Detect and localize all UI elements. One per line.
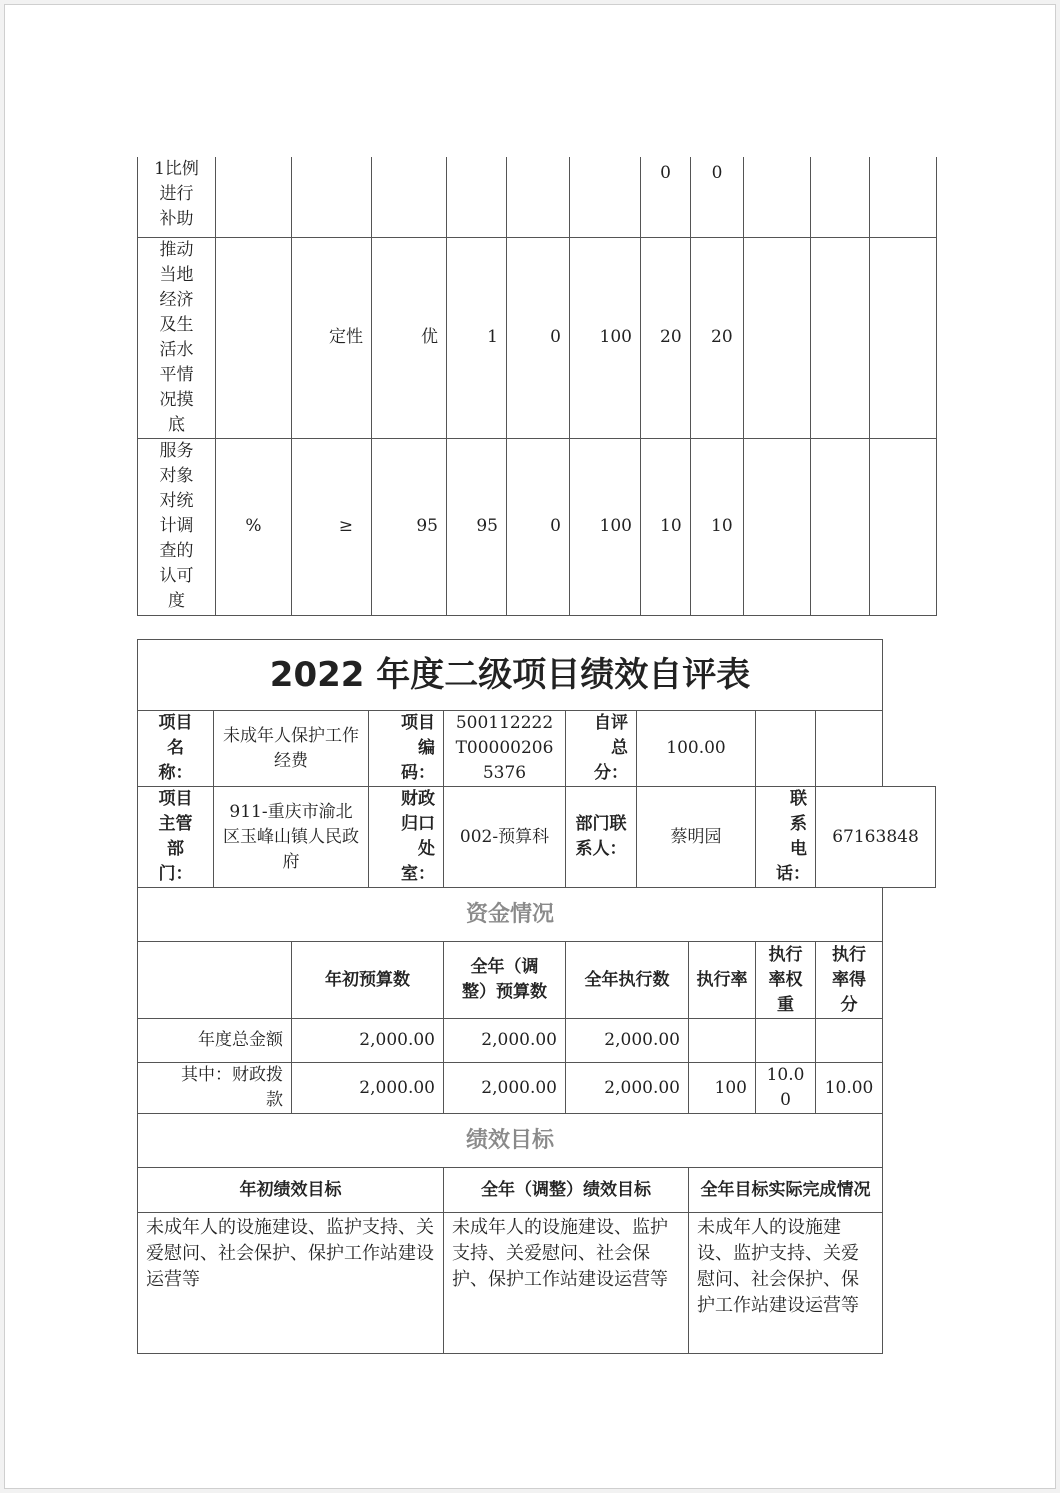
deviation-cell: 0 — [507, 237, 570, 438]
funds-row — [138, 1063, 936, 1114]
funds-header-row — [138, 942, 936, 1019]
goals-row — [138, 1213, 936, 1354]
project-code-value: 500112222T000002065376 — [444, 711, 566, 787]
target-cell: 95 — [372, 438, 447, 615]
score-cell: 0 — [691, 157, 744, 237]
rate-cell: 100 — [570, 438, 641, 615]
weight-cell: 20 — [641, 237, 691, 438]
page-title: 2022 年度二级项目绩效自评表 — [138, 640, 883, 711]
goals-section-title: 绩效目标 — [138, 1114, 883, 1168]
empty-cell — [138, 942, 292, 1019]
initial-goal-text: 未成年人的设施建设、监护支持、关爱慰问、社会保护、保护工作站建设运营等 — [138, 1213, 444, 1354]
dept-label: 项目主管部门： — [138, 787, 214, 888]
symbol-cell: 定性 — [292, 237, 372, 438]
actual-cell: 95 — [447, 438, 507, 615]
actual-cell: 1 — [447, 237, 507, 438]
empty-cell — [811, 438, 870, 615]
unit-cell — [216, 157, 292, 237]
weight-cell: 0 — [641, 157, 691, 237]
phone-value: 67163848 — [816, 787, 936, 888]
goals-header-row — [138, 1168, 936, 1213]
empty-cell — [816, 711, 883, 787]
empty-cell — [870, 157, 937, 237]
actual-completion-text: 未成年人的设施建设、监护支持、关爱慰问、社会保护、保护工作站建设运营等 — [689, 1213, 883, 1354]
weight-value — [756, 1019, 816, 1063]
project-name-label: 项目名称： — [138, 711, 214, 787]
executed-value: 2,000.00 — [566, 1019, 689, 1063]
row-label: 其中：财政拨款 — [138, 1063, 292, 1114]
score-cell: 20 — [691, 237, 744, 438]
table-row — [138, 237, 937, 438]
section-row — [138, 888, 936, 942]
info-row — [138, 711, 936, 787]
empty-cell — [870, 438, 937, 615]
title-row — [138, 640, 936, 711]
indicator-table-continued — [137, 157, 937, 616]
funds-row — [138, 1019, 936, 1063]
phone-label: 联系电话： — [756, 787, 816, 888]
score-value: 10.00 — [816, 1063, 883, 1114]
deviation-cell — [507, 157, 570, 237]
initial-value: 2,000.00 — [292, 1019, 444, 1063]
adjusted-value: 2,000.00 — [444, 1063, 566, 1114]
adjusted-goal-text: 未成年人的设施建设、监护支持、关爱慰问、社会保护、保护工作站建设运营等 — [444, 1213, 689, 1354]
row-label: 年度总金额 — [138, 1019, 292, 1063]
finance-label: 财政归口处室： — [369, 787, 444, 888]
header-initial-budget: 年初预算数 — [292, 942, 444, 1019]
adjusted-value: 2,000.00 — [444, 1019, 566, 1063]
header-adjusted-budget: 全年（调整）预算数 — [444, 942, 566, 1019]
header-score: 执行率得分 — [816, 942, 883, 1019]
symbol-cell — [292, 157, 372, 237]
executed-value: 2,000.00 — [566, 1063, 689, 1114]
header-weight: 执行率权重 — [756, 942, 816, 1019]
target-cell — [372, 157, 447, 237]
empty-cell — [811, 237, 870, 438]
funds-section-title: 资金情况 — [138, 888, 883, 942]
rate-cell: 100 — [570, 237, 641, 438]
info-row — [138, 787, 936, 888]
symbol-cell: ≥ — [292, 438, 372, 615]
header-executed: 全年执行数 — [566, 942, 689, 1019]
project-name-value: 未成年人保护工作经费 — [214, 711, 369, 787]
empty-cell — [756, 711, 816, 787]
rate-value: 100 — [689, 1063, 756, 1114]
contact-value: 蔡明园 — [637, 787, 756, 888]
deviation-cell: 0 — [507, 438, 570, 615]
indicator-name: 1比例进行补助 — [138, 157, 216, 237]
empty-cell — [744, 237, 811, 438]
header-rate: 执行率 — [689, 942, 756, 1019]
table-row — [138, 438, 937, 615]
empty-cell — [744, 157, 811, 237]
header-actual-completion: 全年目标实际完成情况 — [689, 1168, 883, 1213]
self-evaluation-table — [137, 639, 936, 1354]
rate-value — [689, 1019, 756, 1063]
document-page — [4, 4, 1056, 1489]
header-initial-goal: 年初绩效目标 — [138, 1168, 444, 1213]
weight-value: 10.00 — [756, 1063, 816, 1114]
unit-cell: % — [216, 438, 292, 615]
indicator-name: 推动当地经济及生活水平情况摸底 — [138, 237, 216, 438]
empty-cell — [811, 157, 870, 237]
actual-cell — [447, 157, 507, 237]
self-score-value: 100.00 — [637, 711, 756, 787]
empty-cell — [744, 438, 811, 615]
target-cell: 优 — [372, 237, 447, 438]
finance-value: 002-预算科 — [444, 787, 566, 888]
contact-label: 部门联系人： — [566, 787, 637, 888]
self-score-label: 自评总分： — [566, 711, 637, 787]
initial-value: 2,000.00 — [292, 1063, 444, 1114]
table-row — [138, 157, 937, 237]
score-cell: 10 — [691, 438, 744, 615]
section-row — [138, 1114, 936, 1168]
empty-cell — [870, 237, 937, 438]
unit-cell — [216, 237, 292, 438]
project-code-label: 项目编码： — [369, 711, 444, 787]
score-value — [816, 1019, 883, 1063]
rate-cell — [570, 157, 641, 237]
weight-cell: 10 — [641, 438, 691, 615]
dept-value: 911-重庆市渝北区玉峰山镇人民政府 — [214, 787, 369, 888]
indicator-name: 服务对象对统计调查的认可度 — [138, 438, 216, 615]
header-adjusted-goal: 全年（调整）绩效目标 — [444, 1168, 689, 1213]
